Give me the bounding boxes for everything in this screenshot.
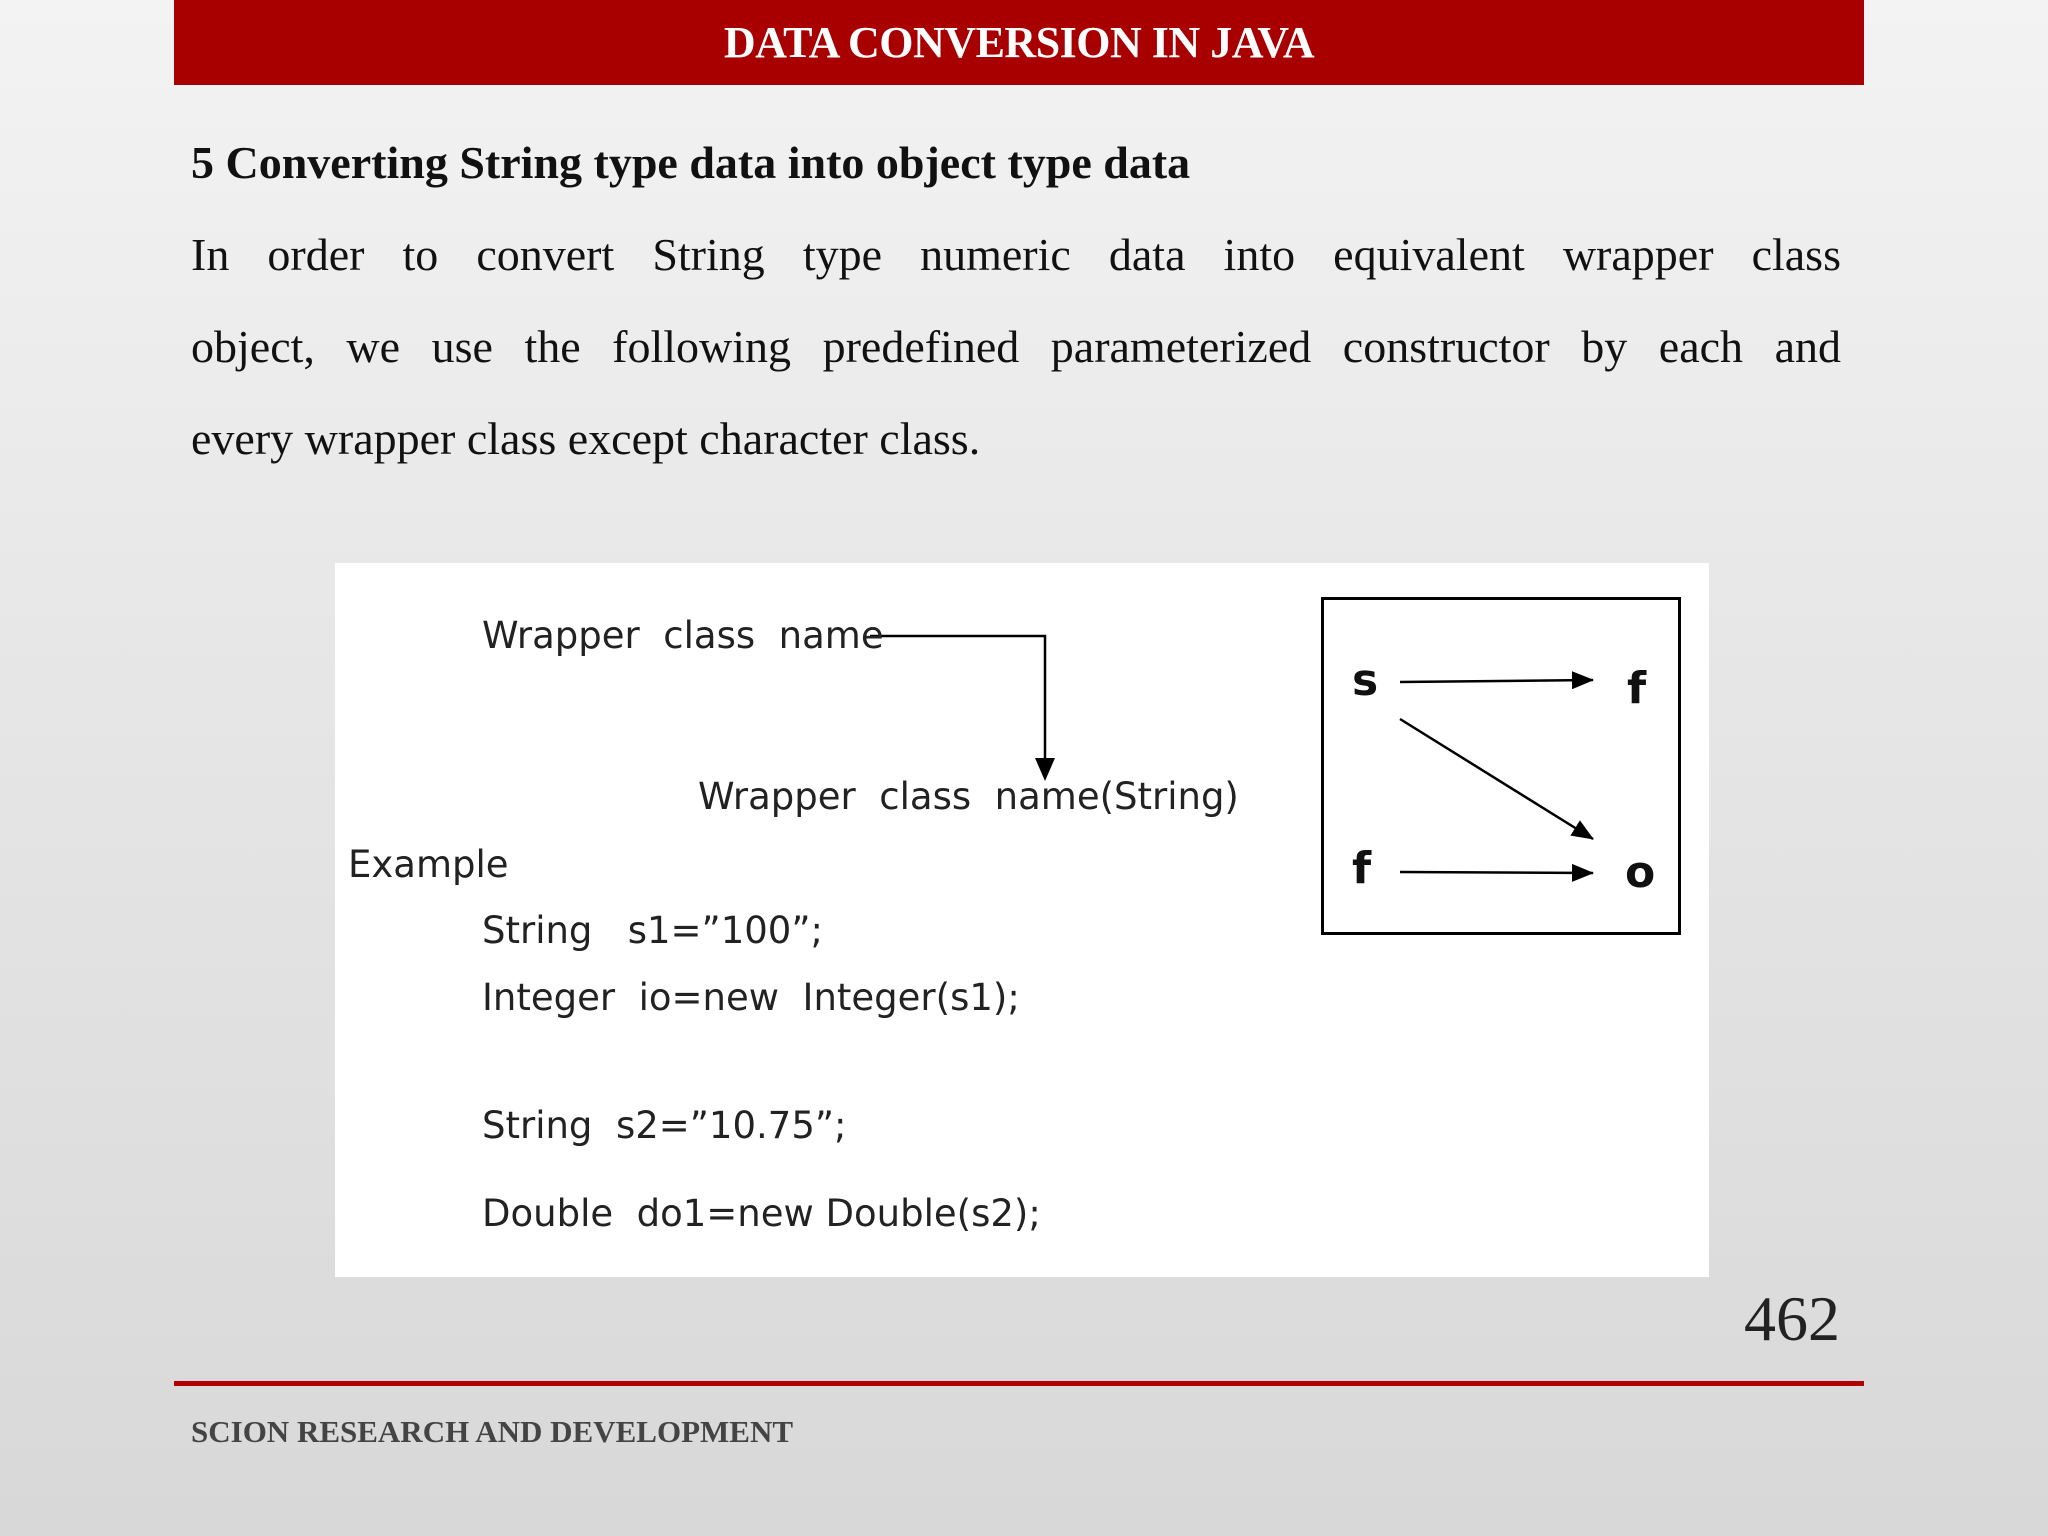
syntax-constructor: Wrapper class name(String) <box>698 775 1239 818</box>
example-label: Example <box>348 843 509 886</box>
paragraph-line-1: In order to convert String type numeric data into equivalent wrapper class <box>191 229 1841 280</box>
page-number: 462 <box>1744 1283 1840 1354</box>
slide-title: DATA CONVERSION IN JAVA <box>723 18 1315 67</box>
footer-organization: SCION RESEARCH AND DEVELOPMENT <box>191 1414 794 1449</box>
syntax-connector-arrow <box>870 636 1045 775</box>
paragraph-line-3: every wrapper class except character class. <box>191 413 981 464</box>
footer-divider <box>174 1381 1864 1386</box>
section-heading: 5 Converting String type data into object type data <box>191 137 1191 188</box>
code-line-1: String s1=”100”; <box>482 909 823 952</box>
conversion-label-s: s <box>1352 655 1379 706</box>
code-line-2: Integer io=new Integer(s1); <box>482 976 1020 1019</box>
conversion-label-f-bottom: f <box>1352 843 1372 894</box>
conversion-label-o: o <box>1625 847 1656 898</box>
code-line-4: Double do1=new Double(s2); <box>482 1192 1041 1235</box>
wrapper-constructor-figure <box>335 563 1709 1277</box>
syntax-wrapper-class-name: Wrapper class name <box>482 614 884 657</box>
code-line-3: String s2=”10.75”; <box>482 1104 847 1147</box>
header-bar <box>174 0 1864 85</box>
paragraph-line-2: object, we use the following predefined parameterized constructor by each and <box>191 321 1841 372</box>
conversion-label-f-top: f <box>1627 663 1647 714</box>
